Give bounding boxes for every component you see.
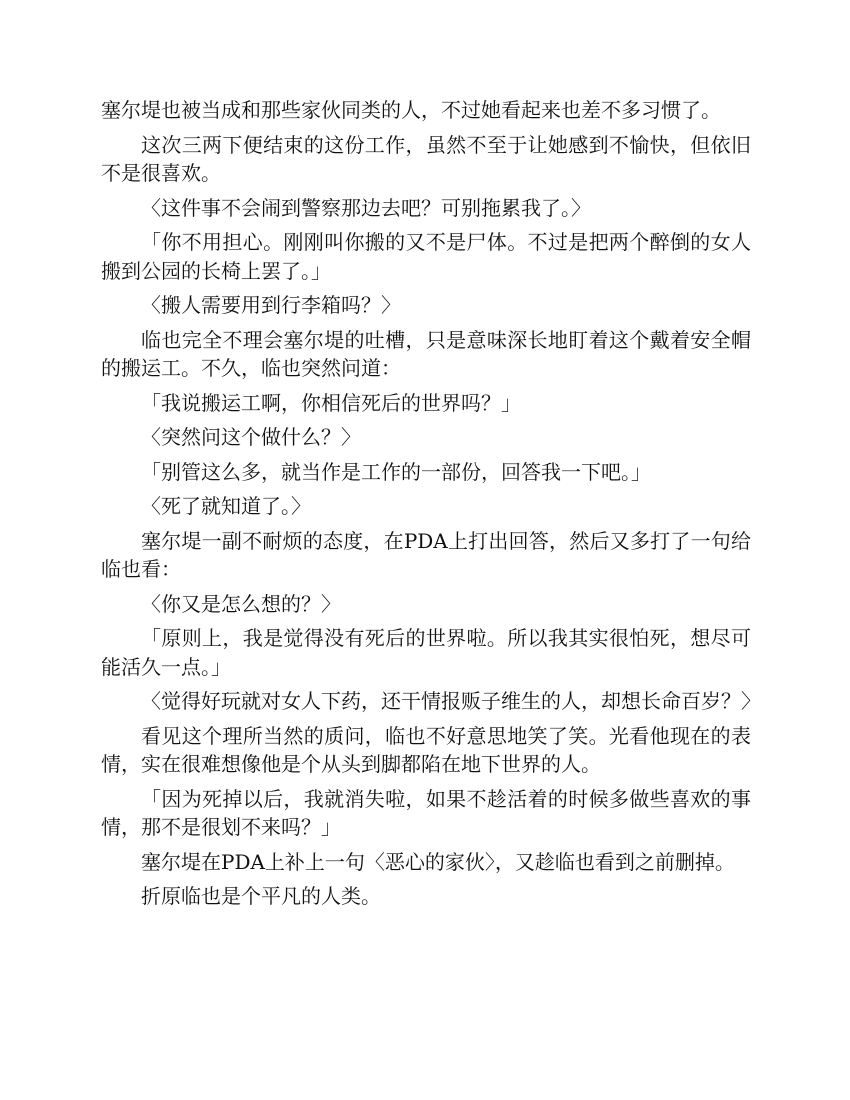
paragraph: 〈觉得好玩就对女人下药，还干情报贩子维生的人，却想长命百岁？〉 <box>141 689 761 713</box>
paragraph: 「别管这么多，就当作是工作的一部份，回答我一下吧。」 <box>141 459 651 484</box>
paragraph: 「原则上，我是觉得没有死后的世界啦。所以我其实很怕死，想尽可能活久一点。」 <box>101 626 751 679</box>
paragraph: 〈搬人需要用到行李箱吗？〉 <box>141 293 401 317</box>
paragraph: 〈突然问这个做什么？〉 <box>141 425 361 449</box>
paragraph: 塞尔堤在PDA上补上一句〈恶心的家伙〉，又趁临也看到之前删掉。 <box>141 849 735 874</box>
paragraph: 塞尔堤也被当成和那些家伙同类的人，不过她看起来也差不多习惯了。 <box>101 98 721 122</box>
paragraph: 临也完全不理会塞尔堤的吐槽，只是意味深长地盯着这个戴着安全帽的搬运工。不久，临也突然问道： <box>101 327 751 380</box>
paragraph: 〈死了就知道了。〉 <box>141 494 311 518</box>
paragraph: 〈你又是怎么想的？〉 <box>141 591 341 616</box>
document-page <box>101 96 761 917</box>
paragraph: 「因为死掉以后，我就消失啦，如果不趁活着的时候多做些喜欢的事情，那不是很划不来吗？」 <box>101 786 751 839</box>
paragraph: 这次三两下便结束的这份工作，虽然不至于让她感到不愉快，但依旧不是很喜欢。 <box>101 132 751 185</box>
paragraph: 「我说搬运工啊，你相信死后的世界吗？」 <box>141 390 521 415</box>
paragraph: 塞尔堤一副不耐烦的态度，在PDA上打出回答，然后又多打了一句给临也看： <box>101 528 751 581</box>
paragraph: 〈这件事不会闹到警察那边去吧？可别拖累我了。〉 <box>141 195 591 220</box>
paragraph: 看见这个理所当然的质问，临也不好意思地笑了笑。光看他现在的表情，实在很难想像他是个从头到脚都陷在地下世界的人。 <box>101 723 751 776</box>
paragraph: 折原临也是个平凡的人类。 <box>141 884 381 908</box>
paragraph: 「你不用担心。刚刚叫你搬的又不是尸体。不过是把两个醉倒的女人搬到公园的长椅上罢了。」 <box>101 230 751 283</box>
